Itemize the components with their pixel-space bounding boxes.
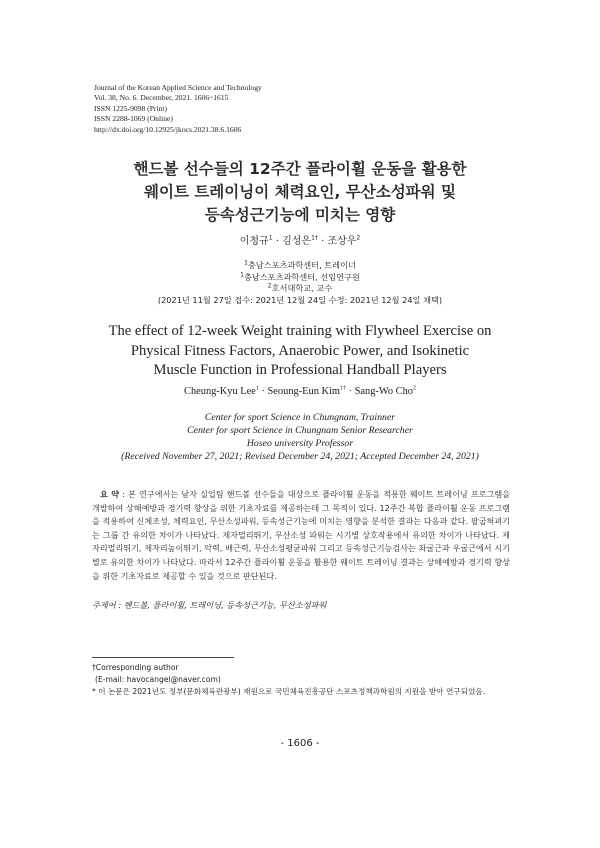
author-affil-mark: 1†	[339, 385, 346, 392]
author-affil-mark: 2	[412, 385, 416, 392]
korean-title	[0, 158, 600, 227]
author-affil-mark: 1	[255, 385, 259, 392]
abstract	[92, 488, 510, 583]
author-affil-mark: 1†	[311, 234, 318, 242]
author-separator: ·	[258, 386, 268, 397]
footnotes	[92, 662, 485, 699]
author-name: 조상우	[327, 236, 357, 247]
doi-link[interactable]: http://dx.doi.org/10.12925/jkocs.2021.38.6.1606	[94, 124, 242, 134]
korean-authors	[0, 232, 600, 247]
author-affil-mark: 2	[356, 234, 361, 242]
journal-volume: Vol. 38, No. 6. December, 2021. 1606~1615	[94, 93, 229, 103]
abstract-label: 요 약	[100, 489, 120, 499]
korean-title-line: 웨이트 트레이닝이 체력요인, 무산소성파워 및	[144, 183, 456, 201]
corresponding-author-note: †Corresponding author	[92, 663, 179, 672]
author-separator: ·	[345, 386, 355, 397]
english-authors	[0, 386, 600, 397]
affil-text: 충남스포츠과학센터, 트레이너	[247, 260, 356, 270]
received-dates-kr: (2021년 11월 27일 접수: 2021년 12월 24일 수정: 2021년 12월 24일 채택)	[157, 294, 443, 305]
journal-name: Journal of the Korean Applied Science and Technology	[94, 83, 262, 92]
footnote-divider	[92, 657, 234, 658]
page-number: - 1606 -	[280, 738, 320, 749]
author-name: Seoung-Eun Kim	[267, 386, 340, 397]
english-affiliations	[0, 412, 600, 464]
journal-info	[94, 83, 262, 135]
affiliation-line	[0, 283, 600, 295]
issn-online: ISSN 2288-1069 (Online)	[94, 114, 173, 124]
funding-note: * 이 논문은 2021년도 정부(문화체육관광부) 재원으로 국민체육진흥공단 스포츠정책과학원의 지원을 받아 연구되었음.	[92, 687, 486, 697]
affiliation-line	[0, 260, 600, 272]
author-separator: ·	[317, 236, 328, 247]
english-title-line: The effect of 12-week Weight training with Flywheel Exercise on	[108, 323, 492, 339]
author-name: Sang-Wo Cho	[354, 386, 413, 397]
affil-text: 충남스포츠과학센터, 선임연구원	[243, 271, 360, 282]
affil-mark: 2	[267, 282, 272, 290]
affil-mark: 1	[240, 270, 244, 278]
author-affil-mark: 1	[268, 234, 273, 242]
received-dates-en: (Received November 27, 2021; Revised December 24, 2021; Accepted December 24, 2021)	[121, 450, 479, 462]
korean-title-line: 핸드볼 선수들의 12주간 플라이휠 운동을 활용한	[133, 160, 467, 178]
english-title	[0, 322, 600, 381]
author-separator: ·	[272, 236, 283, 247]
keywords: 주제어 : 핸드볼, 플라이휠, 트레이닝, 등속성근기능, 무산소성파워	[92, 600, 327, 610]
abstract-text: : 본 연구에서는 남자 실업팀 핸드볼 선수들을 대상으로 플라이휠 운동을 적용한 웨이트 트레이닝 프로그램을 개발하여 상해예방과 경기력 향상을 위한 기초자료를 제공하는데 그 목적이 있다. 12주간 복합 플라이휠 운동 프로그램을 적용하여 신체조성, 체력요인, 무산소성파워, 등속성근기능에 미치는 영향을 분석한 결과는 다음과 같다. 팔굽혀펴기는 그룹 간 유의한 차이가 나타났다. 제자멀리뛰기, 무산소성 파워는 시기별 상호작용에서 유의한 차이가 나타났다. 제자리멀리뛰기, 제자리높이뛰기, 악력, 배근력, 무산소성평균파워 그리고 등속성근기능검사는 좌굴근과 우굴근에서 시기별로 유의한 차이가 나타났다. 따라서 12주간 플라이휠 운동을 활용한 웨이트 트레이닝 결과는 상해예방과 경기력 향상을 위한 기초자료로 제공할 수 있을 것으로 판단된다.	[92, 489, 510, 581]
affil-text: 호서대학교, 교수	[271, 283, 333, 294]
english-title-line: Physical Fitness Factors, Anaerobic Power, and Isokinetic	[130, 342, 470, 359]
author-name: Cheung-Kyu Lee	[184, 386, 256, 397]
affiliation-line: Center for sport Science in Chungnam Senior Researcher	[187, 424, 413, 436]
affiliation-line: Hoseo university Professor	[246, 437, 354, 449]
corresponding-email[interactable]: (E-mail: havocangel@naver.com)	[95, 675, 221, 685]
author-name: 이청규	[239, 236, 269, 247]
korean-affiliations	[0, 260, 600, 306]
author-name: 김성은	[282, 236, 312, 247]
korean-title-line: 등속성근기능에 미치는 영향	[204, 206, 396, 224]
affiliation-line: Center for sport Science in Chungnam, Trainner	[204, 412, 396, 423]
issn-print: ISSN 1225-9098 (Print)	[94, 103, 167, 113]
english-title-line: Muscle Function in Professional Handball Players	[153, 362, 447, 378]
affil-mark: 1	[244, 259, 248, 267]
affiliation-line	[0, 272, 600, 284]
